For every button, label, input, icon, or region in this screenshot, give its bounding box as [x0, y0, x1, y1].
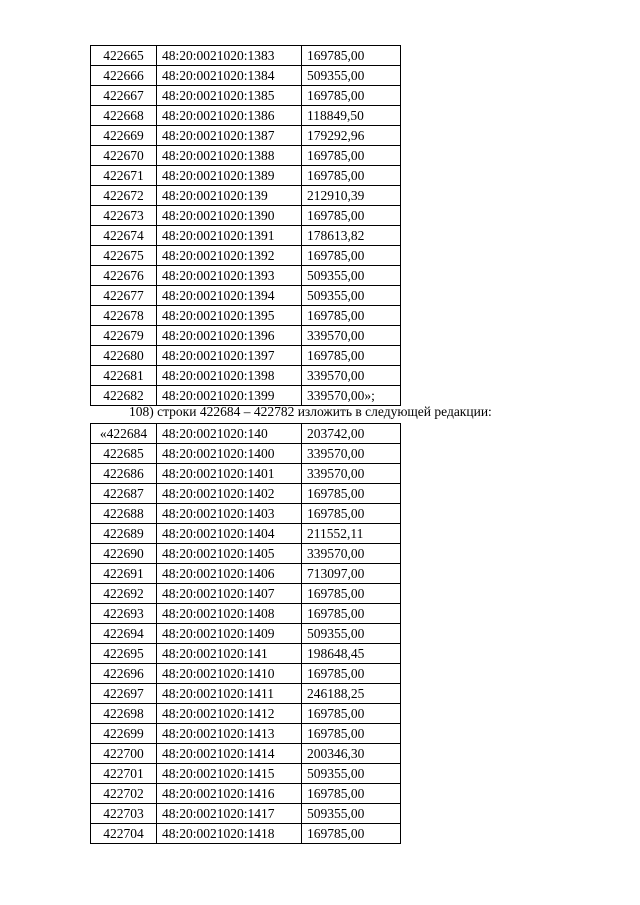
row-number: 422679: [91, 326, 157, 346]
table-row: [91, 146, 401, 166]
cadastral-number: 48:20:0021020:1390: [157, 206, 302, 226]
cadastral-value: 178613,82: [302, 226, 401, 246]
cadastral-number: 48:20:0021020:1394: [157, 286, 302, 306]
table-body: [91, 424, 401, 844]
cadastral-number: 48:20:0021020:1392: [157, 246, 302, 266]
cadastral-number: 48:20:0021020:1415: [157, 764, 302, 784]
row-number: 422676: [91, 266, 157, 286]
cadastral-value: 169785,00: [302, 86, 401, 106]
table-row: [91, 46, 401, 66]
cadastral-value: 169785,00: [302, 504, 401, 524]
cadastral-number: 48:20:0021020:1408: [157, 604, 302, 624]
row-number: 422703: [91, 804, 157, 824]
cadastral-value: 169785,00: [302, 824, 401, 844]
cadastral-value: 169785,00: [302, 306, 401, 326]
row-number: 422685: [91, 444, 157, 464]
cadastral-number: 48:20:0021020:1399: [157, 386, 302, 406]
row-number: 422689: [91, 524, 157, 544]
row-number: 422681: [91, 366, 157, 386]
cadastral-value: 339570,00: [302, 326, 401, 346]
row-number: 422678: [91, 306, 157, 326]
table-row: [91, 444, 401, 464]
cadastral-value: 509355,00: [302, 266, 401, 286]
cadastral-number: 48:20:0021020:1389: [157, 166, 302, 186]
cadastral-value: 169785,00: [302, 784, 401, 804]
table-row: [91, 504, 401, 524]
cadastral-value: 169785,00: [302, 146, 401, 166]
table-row: [91, 346, 401, 366]
cadastral-number: 48:20:0021020:1409: [157, 624, 302, 644]
cadastral-number: 48:20:0021020:1391: [157, 226, 302, 246]
cadastral-value: 179292,96: [302, 126, 401, 146]
cadastral-number: 48:20:0021020:1404: [157, 524, 302, 544]
row-number: 422677: [91, 286, 157, 306]
row-number: 422698: [91, 704, 157, 724]
row-number: 422671: [91, 166, 157, 186]
cadastral-number: 48:20:0021020:1396: [157, 326, 302, 346]
table-row: [91, 66, 401, 86]
row-number: 422694: [91, 624, 157, 644]
cadastral-number: 48:20:0021020:140: [157, 424, 302, 444]
table-row: [91, 464, 401, 484]
row-number: 422673: [91, 206, 157, 226]
table-row: [91, 246, 401, 266]
table-body: [91, 46, 401, 406]
row-number: 422700: [91, 744, 157, 764]
cadastral-value: 169785,00: [302, 484, 401, 504]
row-number: 422702: [91, 784, 157, 804]
cadastral-number: 48:20:0021020:1395: [157, 306, 302, 326]
cadastral-value: 118849,50: [302, 106, 401, 126]
row-number: 422667: [91, 86, 157, 106]
cadastral-number: 48:20:0021020:1385: [157, 86, 302, 106]
row-number: 422704: [91, 824, 157, 844]
table-row: [91, 724, 401, 744]
cadastral-value: 509355,00: [302, 764, 401, 784]
row-number: «422684: [91, 424, 157, 444]
row-number: 422675: [91, 246, 157, 266]
table-row: [91, 664, 401, 684]
table-row: [91, 744, 401, 764]
cadastral-value: 509355,00: [302, 286, 401, 306]
row-number: 422691: [91, 564, 157, 584]
row-number: 422674: [91, 226, 157, 246]
cadastral-value: 212910,39: [302, 186, 401, 206]
cadastral-number: 48:20:0021020:1401: [157, 464, 302, 484]
table-row: [91, 266, 401, 286]
row-number: 422670: [91, 146, 157, 166]
row-number: 422669: [91, 126, 157, 146]
cadastral-value: 169785,00: [302, 46, 401, 66]
cadastral-number: 48:20:0021020:141: [157, 644, 302, 664]
row-number: 422682: [91, 386, 157, 406]
cadastral-value: 169785,00: [302, 724, 401, 744]
row-number: 422693: [91, 604, 157, 624]
cadastral-value: 509355,00: [302, 66, 401, 86]
table-row: [91, 524, 401, 544]
cadastral-value: 198648,45: [302, 644, 401, 664]
cadastral-number: 48:20:0021020:1413: [157, 724, 302, 744]
row-number: 422696: [91, 664, 157, 684]
cadastral-number: 48:20:0021020:1384: [157, 66, 302, 86]
cadastral-value: 339570,00: [302, 544, 401, 564]
table-row: [91, 644, 401, 664]
row-number: 422686: [91, 464, 157, 484]
cadastral-number: 48:20:0021020:1414: [157, 744, 302, 764]
table-row: [91, 166, 401, 186]
table-row: [91, 544, 401, 564]
row-number: 422695: [91, 644, 157, 664]
cadastral-value: 339570,00: [302, 464, 401, 484]
cadastral-value: 169785,00: [302, 246, 401, 266]
row-number: 422699: [91, 724, 157, 744]
table-row: [91, 306, 401, 326]
cadastral-number: 48:20:0021020:1397: [157, 346, 302, 366]
table-row: [91, 366, 401, 386]
cadastral-number: 48:20:0021020:1388: [157, 146, 302, 166]
table-row: [91, 604, 401, 624]
table-row: [91, 484, 401, 504]
cadastral-number: 48:20:0021020:139: [157, 186, 302, 206]
table-row: [91, 704, 401, 724]
table-row: [91, 584, 401, 604]
amendment-instruction: 108) строки 422684 – 422782 изложить в следующей редакции:: [129, 404, 492, 419]
row-number: 422687: [91, 484, 157, 504]
parcel-table-2: [90, 423, 401, 844]
table-row: [91, 286, 401, 306]
cadastral-number: 48:20:0021020:1417: [157, 804, 302, 824]
parcel-table-1: [90, 45, 401, 406]
table-row: [91, 624, 401, 644]
cadastral-number: 48:20:0021020:1402: [157, 484, 302, 504]
cadastral-value: 509355,00: [302, 624, 401, 644]
cadastral-number: 48:20:0021020:1412: [157, 704, 302, 724]
cadastral-number: 48:20:0021020:1400: [157, 444, 302, 464]
row-number: 422688: [91, 504, 157, 524]
cadastral-value: 211552,11: [302, 524, 401, 544]
table-row: [91, 824, 401, 844]
row-number: 422666: [91, 66, 157, 86]
cadastral-value: 169785,00: [302, 664, 401, 684]
cadastral-value: 169785,00: [302, 584, 401, 604]
cadastral-value: 246188,25: [302, 684, 401, 704]
row-number: 422697: [91, 684, 157, 704]
cadastral-value: 169785,00: [302, 346, 401, 366]
cadastral-number: 48:20:0021020:1393: [157, 266, 302, 286]
cadastral-number: 48:20:0021020:1403: [157, 504, 302, 524]
row-number: 422701: [91, 764, 157, 784]
table-row: [91, 206, 401, 226]
table-row: [91, 684, 401, 704]
cadastral-value: 339570,00»;: [302, 386, 401, 406]
row-number: 422680: [91, 346, 157, 366]
cadastral-number: 48:20:0021020:1416: [157, 784, 302, 804]
table-row: [91, 226, 401, 246]
cadastral-number: 48:20:0021020:1386: [157, 106, 302, 126]
cadastral-value: 169785,00: [302, 704, 401, 724]
table-row: [91, 86, 401, 106]
cadastral-value: 339570,00: [302, 366, 401, 386]
table-row: [91, 186, 401, 206]
table-row: [91, 326, 401, 346]
cadastral-value: 339570,00: [302, 444, 401, 464]
table-row: [91, 424, 401, 444]
cadastral-number: 48:20:0021020:1406: [157, 564, 302, 584]
row-number: 422672: [91, 186, 157, 206]
cadastral-value: 200346,30: [302, 744, 401, 764]
table-row: [91, 804, 401, 824]
cadastral-value: 169785,00: [302, 206, 401, 226]
table-row: [91, 784, 401, 804]
table-row: [91, 106, 401, 126]
cadastral-value: 509355,00: [302, 804, 401, 824]
cadastral-number: 48:20:0021020:1411: [157, 684, 302, 704]
cadastral-number: 48:20:0021020:1398: [157, 366, 302, 386]
cadastral-number: 48:20:0021020:1407: [157, 584, 302, 604]
cadastral-number: 48:20:0021020:1410: [157, 664, 302, 684]
cadastral-number: 48:20:0021020:1383: [157, 46, 302, 66]
cadastral-value: 203742,00: [302, 424, 401, 444]
cadastral-value: 713097,00: [302, 564, 401, 584]
table-row: [91, 564, 401, 584]
table-row: [91, 126, 401, 146]
cadastral-number: 48:20:0021020:1418: [157, 824, 302, 844]
row-number: 422668: [91, 106, 157, 126]
cadastral-number: 48:20:0021020:1405: [157, 544, 302, 564]
row-number: 422665: [91, 46, 157, 66]
cadastral-value: 169785,00: [302, 166, 401, 186]
row-number: 422692: [91, 584, 157, 604]
row-number: 422690: [91, 544, 157, 564]
cadastral-value: 169785,00: [302, 604, 401, 624]
cadastral-number: 48:20:0021020:1387: [157, 126, 302, 146]
table-row: [91, 764, 401, 784]
